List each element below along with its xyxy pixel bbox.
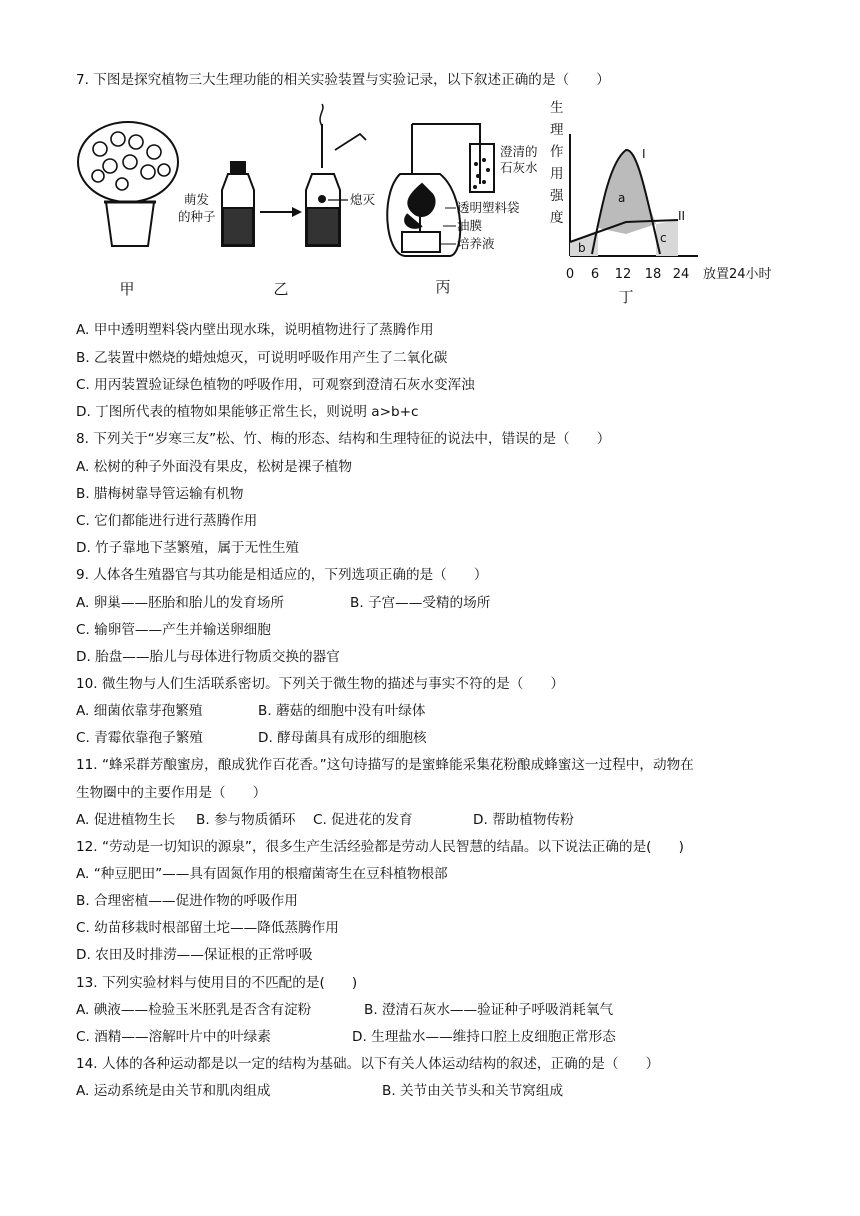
q12-option-a: A. “种豆肥田”——具有固氮作用的根瘤菌寄生在豆科植物根部 [76,866,448,882]
q8-option-a: A. 松树的种子外面没有果皮，松树是裸子植物 [76,459,352,475]
seed-bottle [222,162,254,246]
q11-option-c: C. 促进花的发育 [313,812,413,828]
q7-option-a: A. 甲中透明塑料袋内壁出现水珠，说明植物进行了蒸腾作用 [76,322,434,338]
q8-stem: 8. 下列关于“岁寒三友”松、竹、梅的形态、结构和生理特征的说法中，错误的是（ ） [76,431,611,447]
q13-option-b: B. 澄清石灰水——验证种子呼吸消耗氧气 [364,1002,614,1018]
q14-option-b: B. 关节由关节头和关节窝组成 [382,1083,564,1099]
q12-stem: 12. “劳动是一切知识的源泉”，很多生产生活经验都是劳动人民智慧的结晶。以下说法正确的是( ) [76,839,684,855]
q13-option-d: D. 生理盐水——维持口腔上皮细胞正常形态 [352,1029,616,1045]
figure-label-ding: 丁 [618,288,634,306]
figure-label-jia: 甲 [119,280,135,298]
y-axis-char-1: 生 [550,100,564,116]
x-tick-12: 12 [614,267,632,282]
figure-label-bing: 丙 [435,278,451,296]
x-tick-24: 24 [672,267,690,282]
figure-jia-plant [78,122,178,246]
candle-bottle [306,104,366,246]
sprouting-seeds-label-1: 萌发 [184,192,210,207]
curve-II-label: II [678,209,686,223]
x-axis-label: 放置24小时 [703,267,772,282]
q9-option-d: D. 胎盘——胎儿与母体进行物质交换的器官 [76,649,340,665]
q12-option-d: D. 农田及时排涝——保证根的正常呼吸 [76,947,313,963]
q12-option-c: C. 幼苗移栽时根部留土坨——降低蒸腾作用 [76,920,339,936]
q13-option-a: A. 碘液——检验玉米胚乳是否含有淀粉 [76,1002,312,1018]
y-axis-char-5: 强 [550,188,564,204]
q8-option-b: B. 腊梅树靠导管运输有机物 [76,486,244,502]
figure-label-yi: 乙 [273,280,289,298]
q9-option-b: B. 子宫——受精的场所 [350,595,491,611]
q13-stem: 13. 下列实验材料与使用目的不匹配的是( ) [76,975,358,991]
q9-option-c: C. 输卵管——产生并输送卵细胞 [76,622,271,638]
y-axis-char-2: 理 [550,122,564,138]
sprouting-seeds-label-2: 的种子 [178,209,216,224]
q14-option-a: A. 运动系统是由关节和肌肉组成 [76,1083,271,1099]
q11-option-b: B. 参与物质循环 [196,812,296,828]
arrow-icon [260,207,302,217]
area-b-label: b [578,241,586,255]
y-axis-char-6: 度 [550,210,564,226]
x-tick-6: 6 [590,267,600,282]
y-axis-char-3: 作 [550,144,564,160]
area-c-label: c [660,231,667,245]
q11-stem-line1: 11. “蜂采群芳酿蜜房，酿成犹作百花香。”这句诗描写的是蜜蜂能采集花粉酿成蜂蜜这一过程中，动物在 [76,757,694,773]
q7-option-c: C. 用丙装置验证绿色植物的呼吸作用，可观察到澄清石灰水变浑浊 [76,377,475,393]
q12-option-b: B. 合理密植——促进作物的呼吸作用 [76,893,298,909]
q10-stem: 10. 微生物与人们生活联系密切。下列关于微生物的描述与事实不符的是（ ） [76,676,565,692]
q11-option-a: A. 促进植物生长 [76,812,176,828]
q7-figure-svg [70,100,790,309]
q11-option-d: D. 帮助植物传粉 [473,812,574,828]
q10-option-a: A. 细菌依靠芽孢繁殖 [76,703,203,719]
limewater-label-1: 澄清的 [500,144,538,159]
q7-stem: 7. 下图是探究植物三大生理功能的相关实验装置与实验记录，以下叙述正确的是（ ） [76,72,610,88]
extinguish-label: 熄灭 [350,192,376,207]
curve-I-label: I [642,147,646,161]
oil-film-label: 油膜 [457,218,483,233]
q7-figure [70,100,790,309]
culture-medium-label: 培养液 [457,236,495,251]
area-a-label: a [618,191,626,205]
q7-option-d: D. 丁图所代表的植物如果能够正常生长，则说明 a>b+c [76,404,419,420]
q10-option-c: C. 青霉依靠孢子繁殖 [76,730,203,746]
q11-stem-line2: 生物圈中的主要作用是（ ） [76,785,267,801]
q10-option-b: B. 蘑菇的细胞中没有叶绿体 [258,703,426,719]
q9-stem: 9. 人体各生殖器官与其功能是相适应的，下列选项正确的是（ ） [76,567,488,583]
q8-option-d: D. 竹子靠地下茎繁殖，属于无性生殖 [76,540,300,556]
x-tick-18: 18 [644,267,662,282]
limewater-label-2: 石灰水 [500,160,538,175]
y-axis-char-4: 用 [550,166,564,182]
q7-option-b: B. 乙装置中燃烧的蜡烛熄灭，可说明呼吸作用产生了二氧化碳 [76,350,448,366]
q13-option-c: C. 酒精——溶解叶片中的叶绿素 [76,1029,271,1045]
bag-label: 透明塑料袋 [457,200,520,215]
q9-option-a: A. 卵巢——胚胎和胎儿的发育场所 [76,595,285,611]
x-tick-0: 0 [565,267,575,282]
q10-option-d: D. 酵母菌具有成形的细胞核 [258,730,427,746]
q14-stem: 14. 人体的各种运动都是以一定的结构为基础。以下有关人体运动结构的叙述，正确的是（ ） [76,1056,660,1072]
q8-option-c: C. 它们都能进行进行蒸腾作用 [76,513,258,529]
